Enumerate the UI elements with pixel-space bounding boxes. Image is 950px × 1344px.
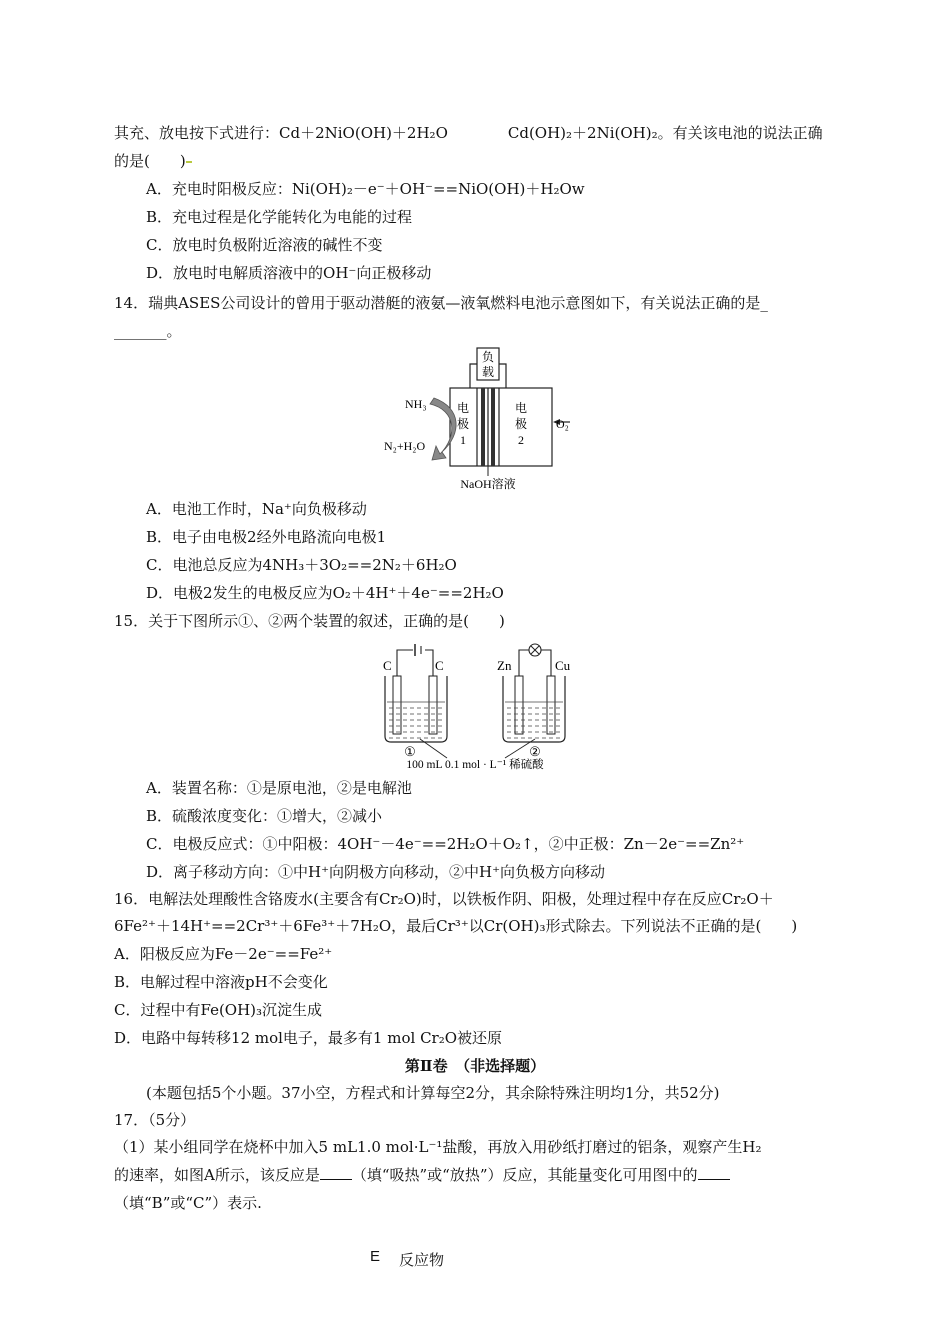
q14-option-c: C．电池总反应为4NH₃＋3O₂==2N₂＋6H₂O [146, 556, 457, 574]
naoh-label: NaOH溶液 [460, 477, 516, 491]
q16-option-a: A．阳极反应为Fe－2e⁻==Fe²⁺ [114, 945, 333, 963]
left-electrode-c2-label: C [435, 658, 444, 673]
zn-label: Zn [497, 658, 512, 673]
graph-reactant-label: 反应物 [399, 1251, 445, 1269]
q17-part1-text-b: （填“吸热”或“放热”）反应，其能量变化可用图中的 [351, 1166, 698, 1184]
q13-stem-text: 的是( ) [114, 152, 186, 170]
nh3-label: NH₃ [405, 397, 427, 411]
apparatus1-label: ① [404, 744, 416, 759]
q14-option-b: B．电子由电极2经外电路流向电极1 [146, 528, 387, 546]
q17-part1-line2 [114, 1165, 730, 1185]
beaker-2 [503, 676, 565, 742]
q13-option-c: C．放电时负极附近溶液的碱性不变 [146, 236, 383, 254]
q13-stem-line1: 其充、放电按下式进行：Cd＋2NiO(OH)＋2H₂O Cd(OH)₂＋2Ni(OH)₂。有关该电池的说法正确 [114, 124, 823, 142]
electrode2-label-a: 电 [514, 401, 528, 415]
load-label-1: 负 [481, 350, 495, 364]
electrode1-label-a: 电 [456, 401, 470, 415]
fuel-cell-diagram [370, 346, 580, 494]
section2-note: (本题包括5个小题。37小空，方程式和计算每空2分，其余除特殊注明均1分，共52分) [146, 1084, 720, 1102]
q13-option-b: B．充电过程是化学能转化为电能的过程 [146, 208, 413, 226]
q16-option-b: B．电解过程中溶液pH不会变化 [114, 973, 328, 991]
q14-stem-line2: _______。 [114, 322, 182, 340]
cu-label: Cu [555, 658, 571, 673]
q15-option-a: A．装置名称：①是原电池，②是电解池 [146, 779, 412, 797]
n2-h2o-label: N₂+H₂O [384, 439, 426, 453]
load-label-2: 载 [481, 365, 495, 379]
q13-option-a: A．充电时阳极反应：Ni(OH)₂－e⁻＋OH⁻==NiO(OH)＋H₂Ow [146, 180, 585, 198]
q13-option-d: D．放电时电解质溶液中的OH⁻向正极移动 [146, 264, 432, 282]
electrode2-label-b: 极 [514, 417, 528, 431]
section2-title: 第Ⅱ卷 （非选择题） [404, 1057, 546, 1075]
electrochem-apparatus-diagram [375, 636, 575, 774]
solution-caption: 100 mL 0.1 mol · L⁻¹ 稀硫酸 [406, 759, 544, 771]
q17-part1-text-a: 的速率，如图A所示，该反应是 [114, 1166, 320, 1184]
highlight-mark [186, 161, 192, 163]
q16-option-d: D．电路中每转移12 mol电子，最多有1 mol Cr₂O被还原 [114, 1029, 503, 1047]
q17-header: 17．（5分） [114, 1111, 196, 1129]
q15-stem: 15．关于下图所示①、②两个装置的叙述，正确的是( ) [114, 612, 505, 630]
apparatus2-label: ② [529, 744, 541, 759]
electrode2-label-c: 2 [518, 433, 524, 447]
electrode1-label-c: 1 [460, 433, 466, 447]
answer-blank-2[interactable] [698, 1165, 730, 1180]
q16-stem-line1: 16．电解法处理酸性含铬废水(主要含有Cr₂O)时，以铁板作阴、阳极，处理过程中存在反应Cr₂O＋ [114, 890, 774, 908]
q17-part1-line3: （填“B”或“C”）表示. [114, 1194, 262, 1212]
left-electrode-c1-label: C [383, 658, 392, 673]
q15-option-b: B．硫酸浓度变化：①增大，②减小 [146, 807, 383, 825]
q14-stem-line1: 14．瑞典ASES公司设计的曾用于驱动潜艇的液氨—液氧燃料电池示意图如下，有关说法正确的是_ [114, 294, 768, 312]
q16-stem-line2: 6Fe²⁺＋14H⁺==2Cr³⁺＋6Fe³⁺＋7H₂O，最后Cr³⁺以Cr(OH)₃形式除去。下列说法不正确的是( ) [114, 917, 798, 935]
graph-axis-e-label: E [370, 1248, 381, 1265]
q16-option-c: C．过程中有Fe(OH)₃沉淀生成 [114, 1001, 323, 1019]
q14-option-a: A．电池工作时，Na⁺向负极移动 [146, 500, 367, 518]
q15-option-d: D．离子移动方向：①中H⁺向阴极方向移动，②中H⁺向负极方向移动 [146, 863, 606, 881]
q14-option-d: D．电极2发生的电极反应为O₂＋4H⁺＋4e⁻==2H₂O [146, 584, 504, 602]
electrode1-label-b: 极 [456, 417, 470, 431]
q17-part1-line1: （1）某小组同学在烧杯中加入5 mL1.0 mol·L⁻¹盐酸，再放入用砂纸打磨过的铝条，观察产生H₂ [114, 1138, 762, 1156]
answer-blank-1[interactable] [320, 1165, 352, 1180]
o2-label: O₂ [556, 417, 569, 431]
q13-stem-line2 [114, 151, 192, 171]
q15-option-c: C．电极反应式：①中阳极：4OH⁻－4e⁻==2H₂O＋O₂↑，②中正极：Zn－2e⁻==Zn²⁺ [146, 835, 745, 853]
